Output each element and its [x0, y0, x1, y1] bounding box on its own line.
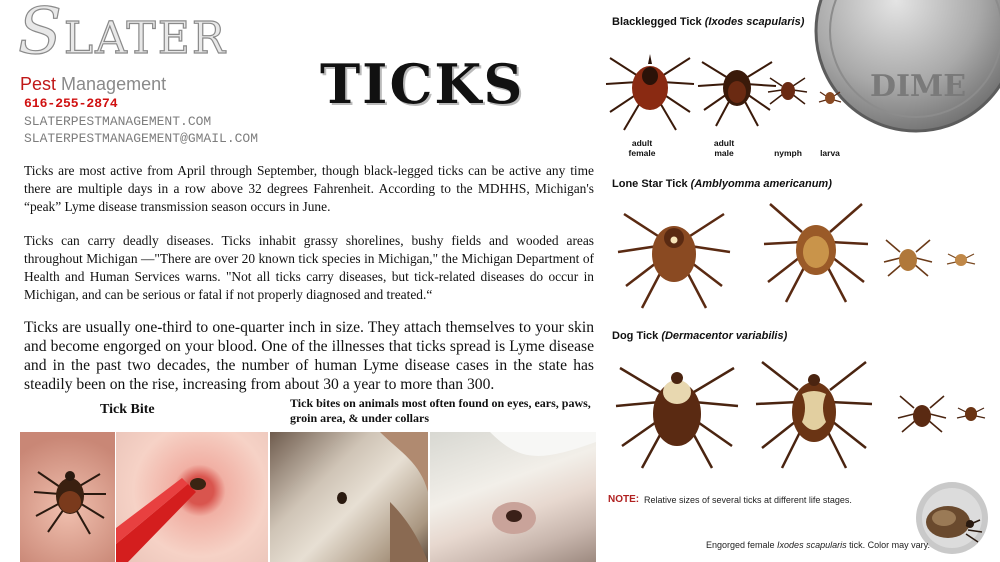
- blacklegged-adult-male-icon: [698, 62, 776, 126]
- blacklegged-nymph-icon: [768, 78, 807, 104]
- species-blacklegged: Blacklegged Tick (Ixodes scapularis): [612, 16, 805, 28]
- logo-subtitle-rest: Management: [56, 74, 167, 94]
- paragraph-size: Ticks are usually one-third to one-quarter inch in size. They attach themselves to your skin and become engorged on your blood. One of the illnesses that ticks spread is Lyme disease and in the past two decades, the number of human Lyme disease cases in the state has steadily been on the rise, increasing from about 30 a year to more than 300.: [24, 319, 594, 393]
- engorged-tick-caption: Engorged female Ixodes scapularis tick. Color may vary.: [706, 540, 930, 550]
- animal-bites-caption: Tick bites on animals most often found on eyes, ears, paws, groin area, & under collars: [290, 396, 591, 425]
- blacklegged-larva-icon: [819, 92, 841, 104]
- stage-label-nymph: nymph: [774, 148, 802, 158]
- tick-bite-caption: Tick Bite: [100, 402, 155, 417]
- coin-text: DIME: [869, 69, 967, 104]
- website-link[interactable]: SLATERPESTMANAGEMENT.COM: [24, 114, 212, 129]
- tick-on-animal-eye-photo: [430, 432, 596, 562]
- logo-subtitle-pest: Pest: [20, 74, 57, 94]
- blacklegged-tick-illustrations: [598, 36, 858, 136]
- lone-star-tick-illustrations: [598, 196, 1000, 316]
- logo-initial: S: [18, 0, 64, 69]
- paragraph-diseases: Ticks can carry deadly diseases. Ticks inhabit grassy shorelines, bushy fields and wooded areas throughout Michigan —"There are over 20 known tick species in Michigan," the Michigan Department of Health and Human Services warns. "Not all ticks carry diseases, but tick-related diseases do occur in Michigan, and can be serious or fatal if not properly diagnosed and treated.“: [24, 233, 594, 302]
- stage-label-adult-female: adult female: [628, 138, 656, 158]
- tick-removal-tweezers-photo: [116, 432, 268, 562]
- blacklegged-adult-female-icon: [606, 54, 694, 130]
- lone-star-larva-icon: [947, 254, 975, 266]
- dog-tick-adult-male-icon: [756, 362, 872, 468]
- tick-on-skin-photo: [20, 432, 115, 562]
- lone-star-adult-female-icon: [618, 214, 730, 308]
- dog-tick-illustrations: [598, 348, 1000, 478]
- lone-star-nymph-icon: [884, 240, 932, 276]
- stage-label-adult-male: adult male: [713, 138, 735, 158]
- stage-label-larva: larva: [820, 148, 840, 158]
- logo-name-rest: LATER: [63, 13, 228, 64]
- note-text: Relative sizes of several ticks at different life stages.: [644, 495, 852, 505]
- paragraph-activity: Ticks are most active from April through September, though black-legged ticks can be active any time there are multiple days in a row above 32 degrees Fahrenheit. According to the MDHHS, Michigan's “peak” Lyme disease transmission season occurs in June.: [24, 163, 594, 214]
- species-lone-star: Lone Star Tick (Amblyomma americanum): [612, 178, 832, 190]
- species-dog-tick: Dog Tick (Dermacentor variabilis): [612, 330, 788, 342]
- dog-tick-larva-icon: [957, 407, 985, 421]
- tick-in-fur-photo: [270, 432, 428, 562]
- lone-star-adult-male-icon: [764, 204, 868, 302]
- tick-identification-chart: [598, 0, 1000, 562]
- company-logo-name: [18, 0, 228, 69]
- page-title: TICKS: [320, 52, 525, 116]
- phone-number[interactable]: 616-255-2874: [24, 96, 118, 111]
- dog-tick-adult-female-icon: [616, 368, 738, 468]
- note-label: NOTE:: [608, 494, 640, 505]
- company-logo-subtitle: [20, 74, 166, 94]
- email-link[interactable]: SLATERPESTMANAGEMENT@GMAIL.COM: [24, 131, 259, 146]
- dog-tick-nymph-icon: [898, 396, 946, 432]
